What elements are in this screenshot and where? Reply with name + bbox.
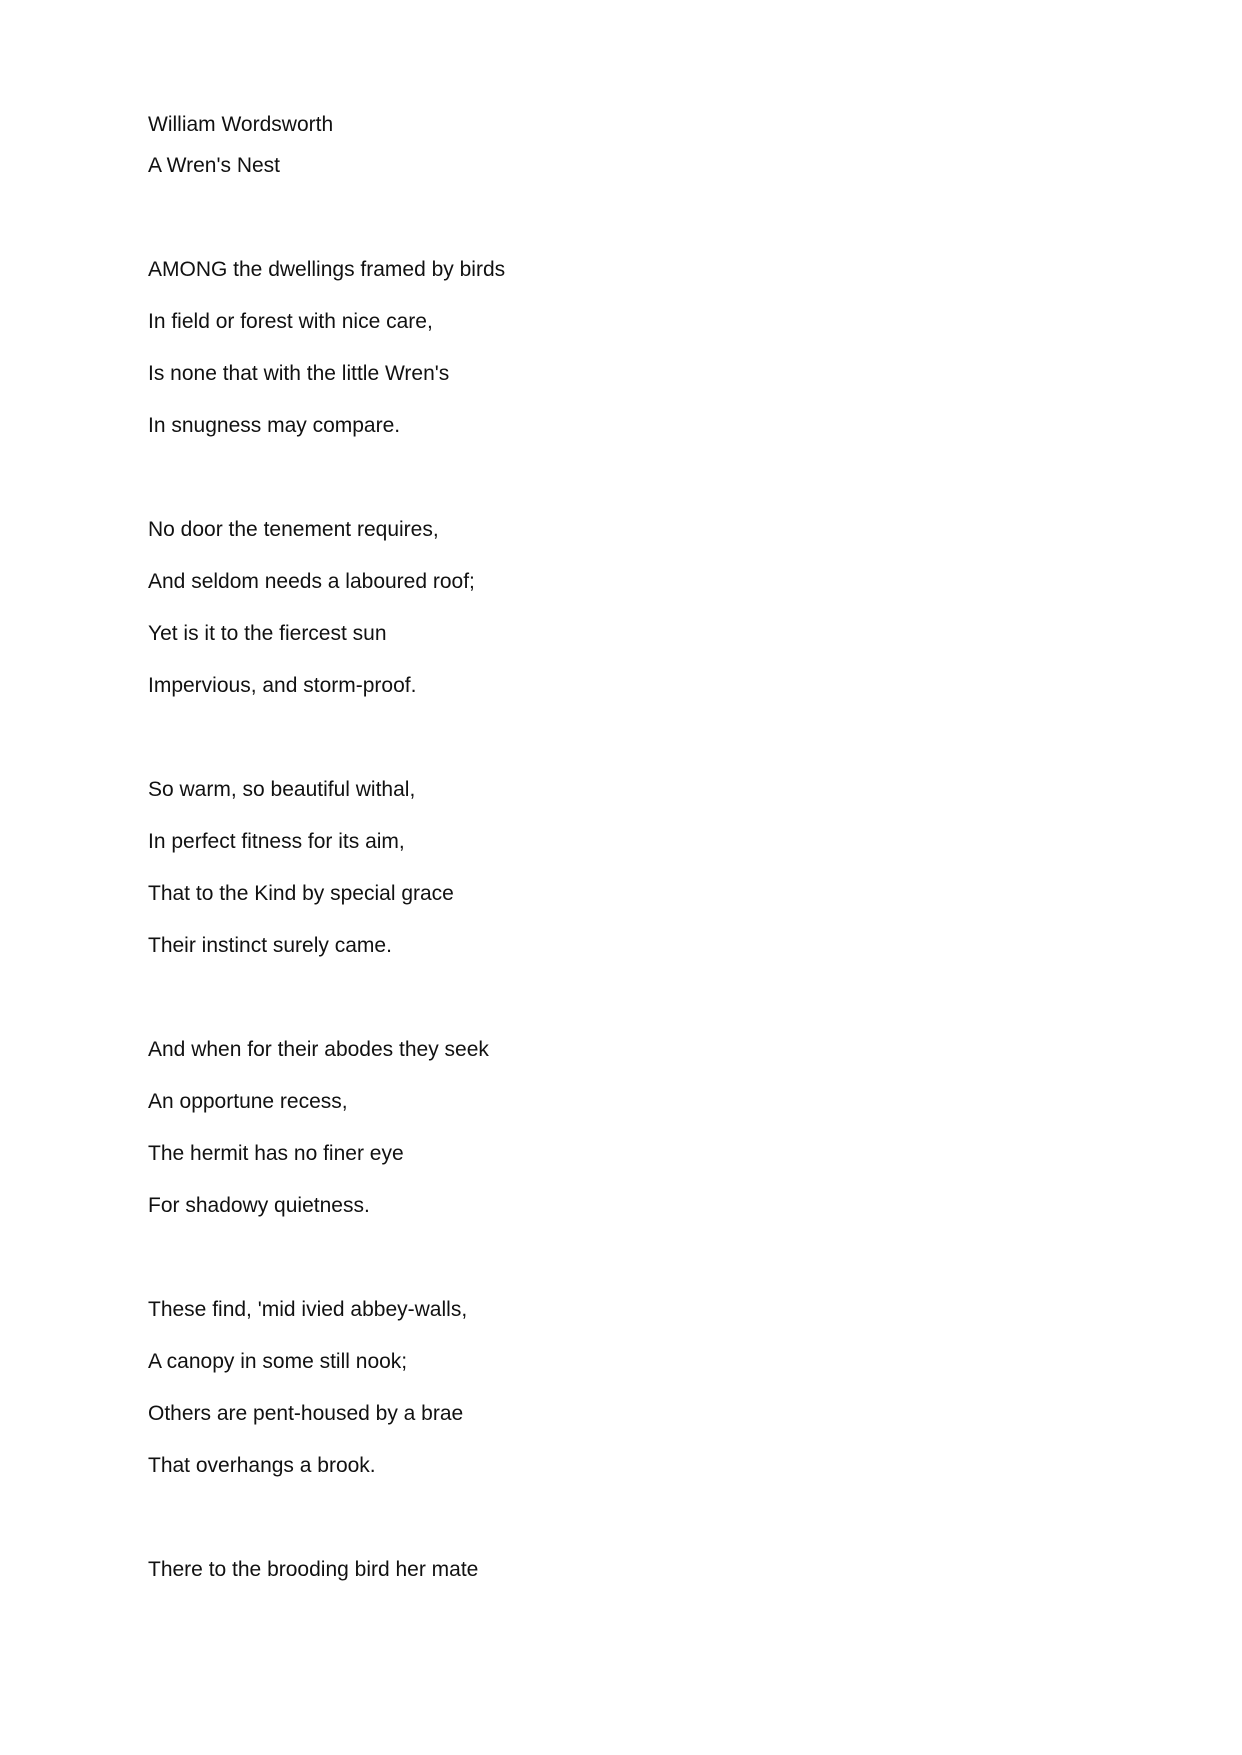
poem-line: And when for their abodes they seek — [148, 1038, 489, 1061]
poem-line: Others are pent-housed by a brae — [148, 1402, 464, 1425]
poem-line: Is none that with the little Wren's — [148, 362, 450, 385]
poem-line: An opportune recess, — [148, 1090, 348, 1113]
poem-line: There to the brooding bird her mate — [148, 1558, 479, 1581]
blank-line — [148, 1232, 1148, 1284]
blank-line — [148, 1492, 1148, 1544]
poem-line: Impervious, and storm-proof. — [148, 674, 417, 697]
poem-line: And seldom needs a laboured roof; — [148, 570, 475, 593]
blank-line — [148, 192, 1148, 244]
poem-line: The hermit has no finer eye — [148, 1142, 404, 1165]
stanza-1 — [148, 244, 1148, 452]
stanza-6 — [148, 1544, 1148, 1596]
poem-text — [148, 110, 1148, 1596]
poem-line: No door the tenement requires, — [148, 518, 439, 541]
author-line: William Wordsworth — [148, 113, 334, 136]
poem-line: AMONG the dwellings framed by birds — [148, 258, 506, 281]
poem-title: A Wren's Nest — [148, 154, 280, 177]
poem-line: In field or forest with nice care, — [148, 310, 433, 333]
blank-line — [148, 972, 1148, 1024]
poem-line: That to the Kind by special grace — [148, 882, 454, 905]
stanza-4 — [148, 1024, 1148, 1232]
poem-line: For shadowy quietness. — [148, 1194, 370, 1217]
poem-line: Their instinct surely came. — [148, 934, 392, 957]
poem-line: These find, 'mid ivied abbey-walls, — [148, 1298, 468, 1321]
poem-line: That overhangs a brook. — [148, 1454, 376, 1477]
stanza-2 — [148, 504, 1148, 712]
stanza-3 — [148, 764, 1148, 972]
poem-line: In perfect fitness for its aim, — [148, 830, 405, 853]
blank-line — [148, 452, 1148, 504]
poem-line: In snugness may compare. — [148, 414, 401, 437]
blank-line — [148, 712, 1148, 764]
poem-line: So warm, so beautiful withal, — [148, 778, 416, 801]
stanza-5 — [148, 1284, 1148, 1492]
poem-line: A canopy in some still nook; — [148, 1350, 408, 1373]
poem-line: Yet is it to the fiercest sun — [148, 622, 387, 645]
